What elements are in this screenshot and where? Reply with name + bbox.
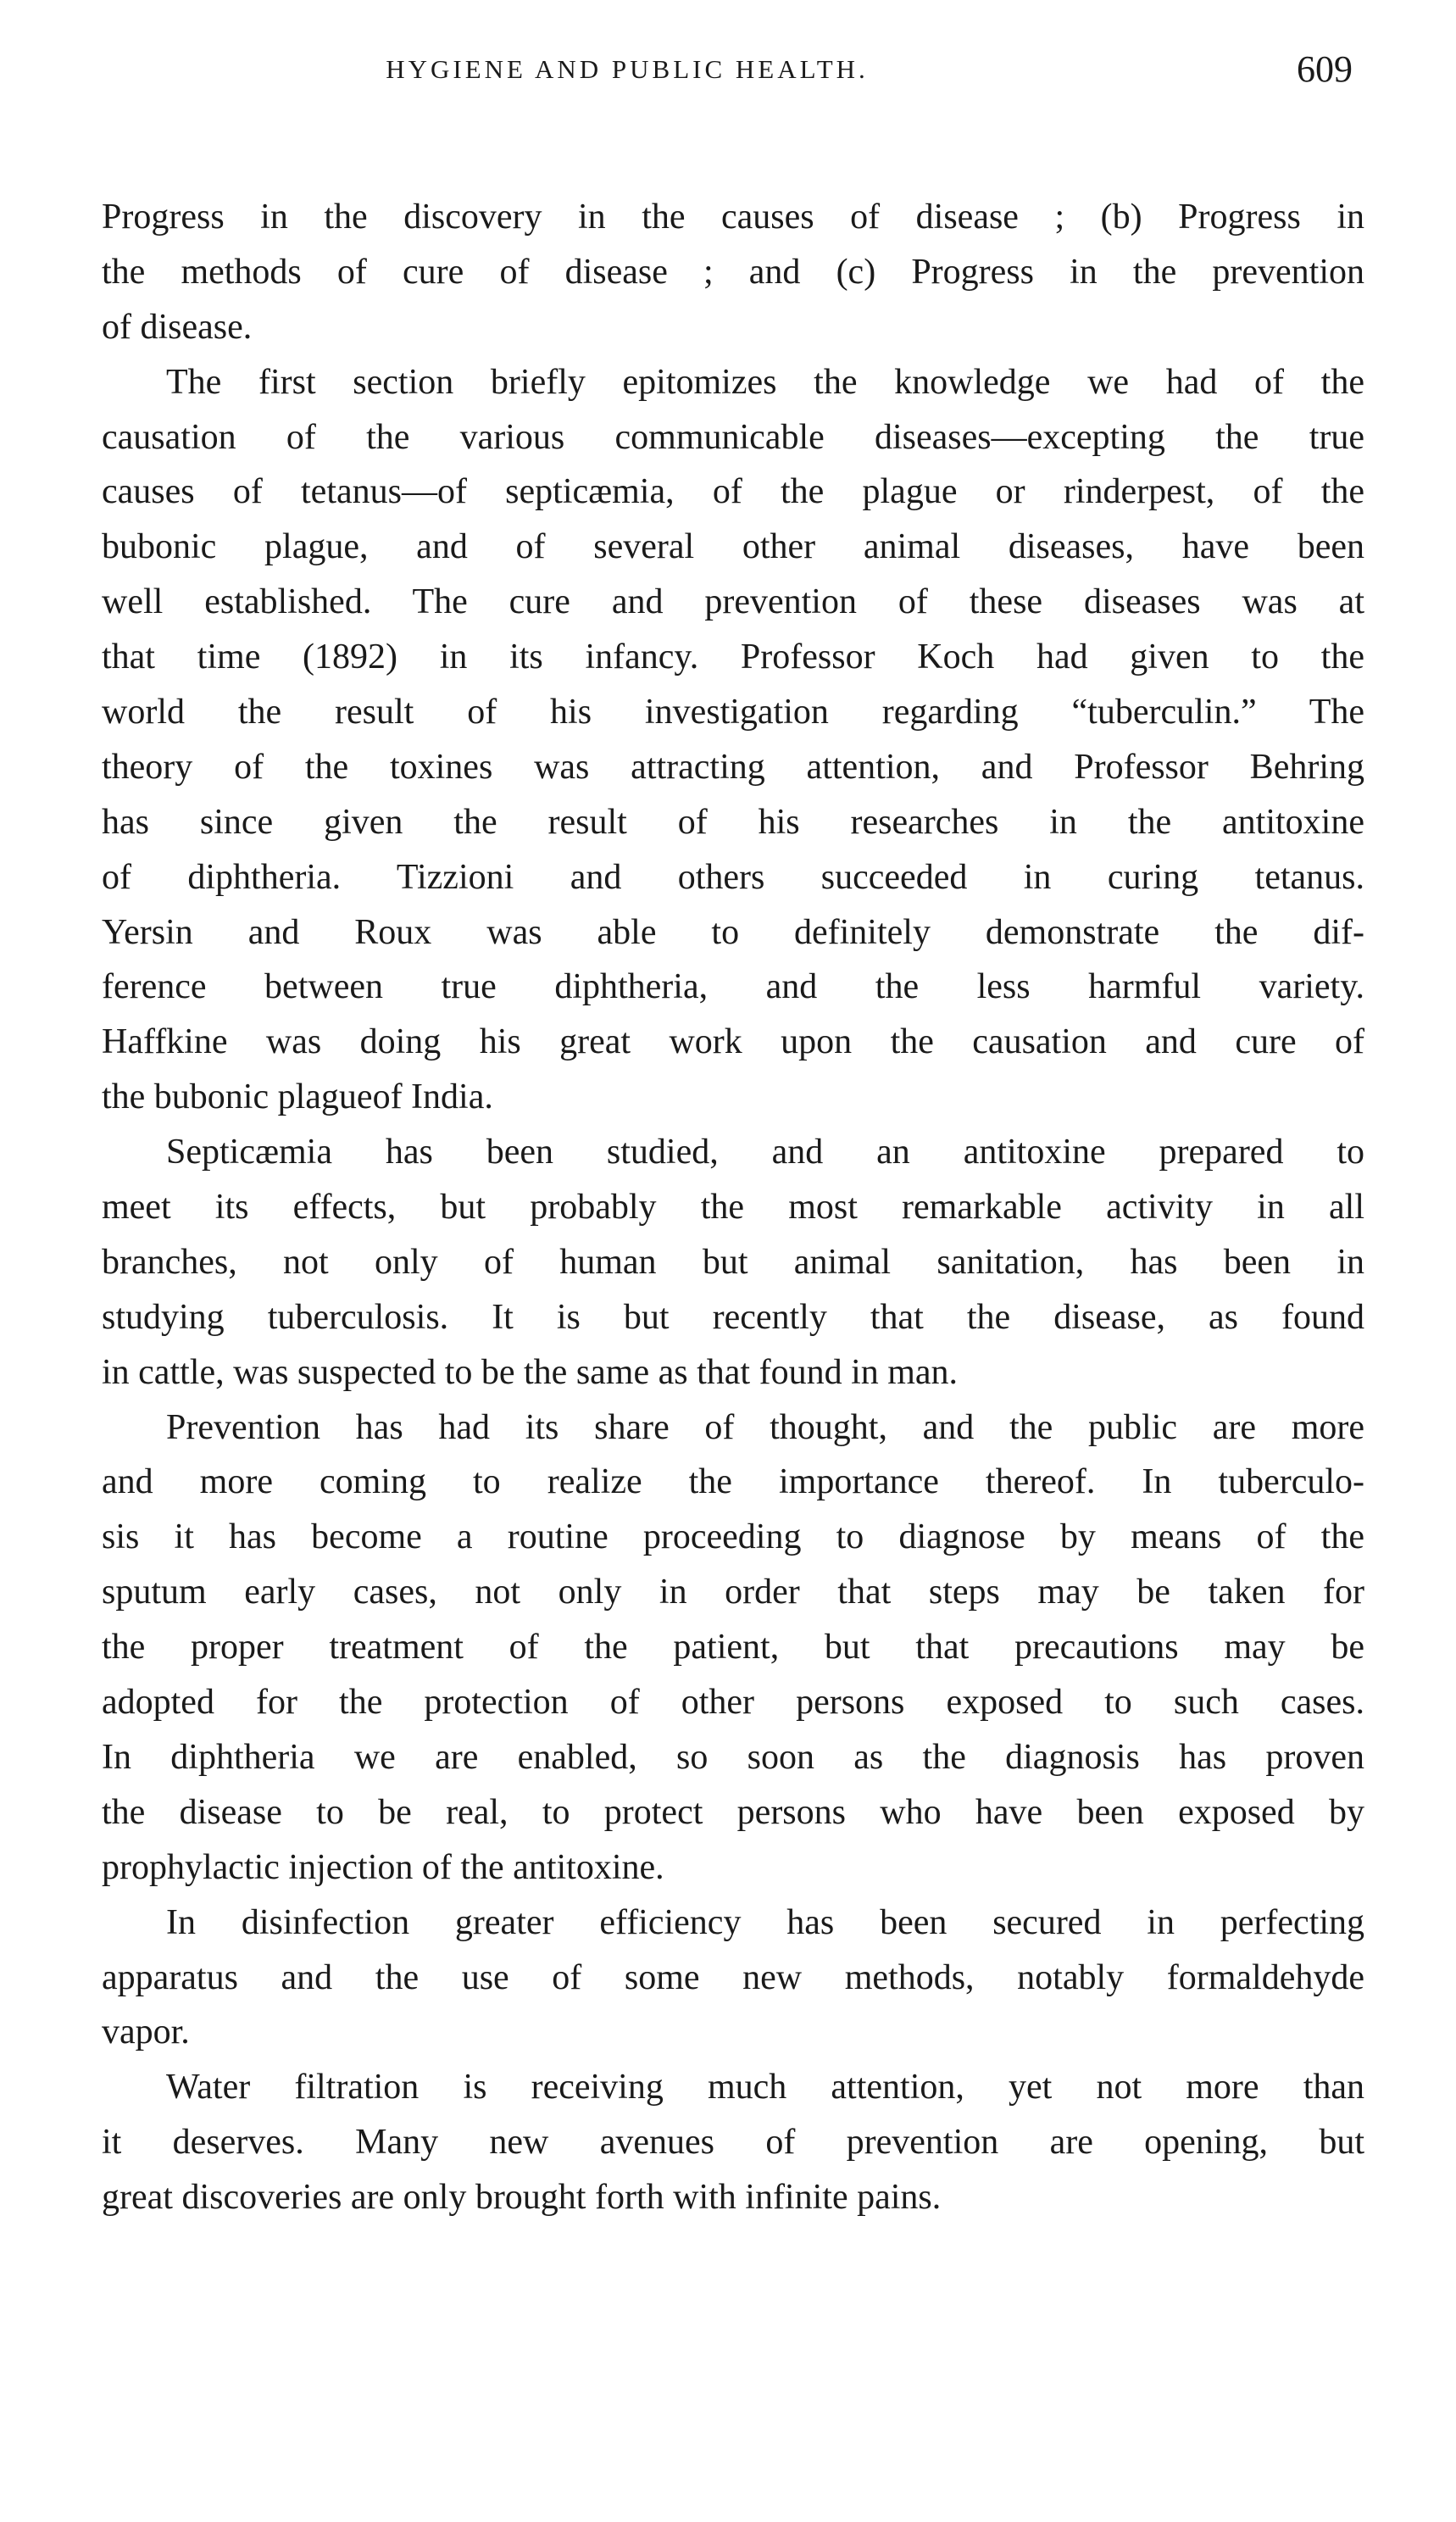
- running-title: HYGIENE AND PUBLIC HEALTH.: [386, 54, 869, 84]
- text-line: bubonic plague, and of several other animal diseases, have been: [102, 527, 1364, 567]
- text-line: the proper treatment of the patient, but that precautions may be: [102, 1628, 1364, 1667]
- text-line: sputum early cases, not only in order that steps may be taken for: [102, 1573, 1364, 1612]
- text-line: branches, not only of human but animal sanitation, has been in: [102, 1242, 1364, 1282]
- text-line: Septicæmia has been studied, and an antitoxine prepared to: [166, 1133, 1364, 1172]
- page-number: 609: [1297, 48, 1353, 90]
- text-line: the bubonic plagueof India.: [102, 1077, 493, 1117]
- text-line: ference between true diphtheria, and the less harmful variety.: [102, 967, 1364, 1007]
- text-line: the methods of cure of disease ; and (c) Progress in the prevention: [102, 252, 1364, 292]
- paragraph: [102, 1125, 1364, 1400]
- text-line: studying tuberculosis. It is but recently that the disease, as found: [102, 1297, 1364, 1337]
- text-line: meet its effects, but probably the most remarkable activity in all: [102, 1188, 1364, 1228]
- paragraph: [102, 2060, 1364, 2225]
- text-line: in cattle, was suspected to be the same as that found in man.: [102, 1352, 959, 1392]
- text-line: causes of tetanus—of septicæmia, of the plague or rinderpest, of the: [102, 472, 1364, 512]
- paragraph: [102, 1400, 1364, 1896]
- text-line: great discoveries are only brought forth with infinite pains.: [102, 2178, 942, 2218]
- text-line: of disease.: [102, 307, 253, 347]
- page-header: [0, 44, 1456, 95]
- text-line: causation of the various communicable diseases—excepting the true: [102, 417, 1364, 457]
- text-line: world the result of his investigation regarding “tuberculin.” The: [102, 693, 1364, 732]
- text-line: Yersin and Roux was able to definitely demonstrate the dif-: [102, 912, 1364, 952]
- text-line: vapor.: [102, 2013, 190, 2052]
- text-line: well established. The cure and prevention of these diseases was at: [102, 582, 1364, 622]
- text-line: of diphtheria. Tizzioni and others succeeded in curing tetanus.: [102, 857, 1364, 897]
- paragraph: [102, 1896, 1364, 2061]
- text-line: adopted for the protection of other persons exposed to such cases.: [102, 1683, 1364, 1723]
- text-line: apparatus and the use of some new methods, notably formaldehyde: [102, 1957, 1364, 1997]
- text-line: that time (1892) in its infancy. Professor Koch had given to the: [102, 637, 1364, 677]
- text-line: Water filtration is receiving much attention, yet not more than: [166, 2068, 1364, 2107]
- text-line: it deserves. Many new avenues of prevention are opening, but: [102, 2123, 1364, 2163]
- text-line: Prevention has had its share of thought, and the public are more: [166, 1407, 1364, 1447]
- text-line: The first section briefly epitomizes the knowledge we had of the: [166, 362, 1364, 402]
- text-line: In diphtheria we are enabled, so soon as the diagnosis has proven: [102, 1737, 1364, 1777]
- text-line: prophylactic injection of the antitoxine.: [102, 1847, 664, 1887]
- text-line: has since given the result of his researches in the antitoxine: [102, 802, 1364, 842]
- text-line: theory of the toxines was attracting attention, and Professor Behring: [102, 747, 1364, 787]
- text-line: and more coming to realize the importance thereof. In tuberculo-: [102, 1462, 1364, 1502]
- text-line: the disease to be real, to protect persons who have been exposed by: [102, 1792, 1364, 1832]
- text-line: Haffkine was doing his great work upon the causation and cure of: [102, 1022, 1364, 1062]
- text-line: sis it has become a routine proceeding to diagnose by means of the: [102, 1517, 1364, 1557]
- body-text: [102, 190, 1364, 2225]
- paragraph: [102, 355, 1364, 1125]
- paragraph: [102, 190, 1364, 355]
- text-line: Progress in the discovery in the causes of disease ; (b) Progress in: [102, 198, 1364, 237]
- text-line: In disinfection greater efficiency has been secured in perfecting: [166, 1902, 1364, 1942]
